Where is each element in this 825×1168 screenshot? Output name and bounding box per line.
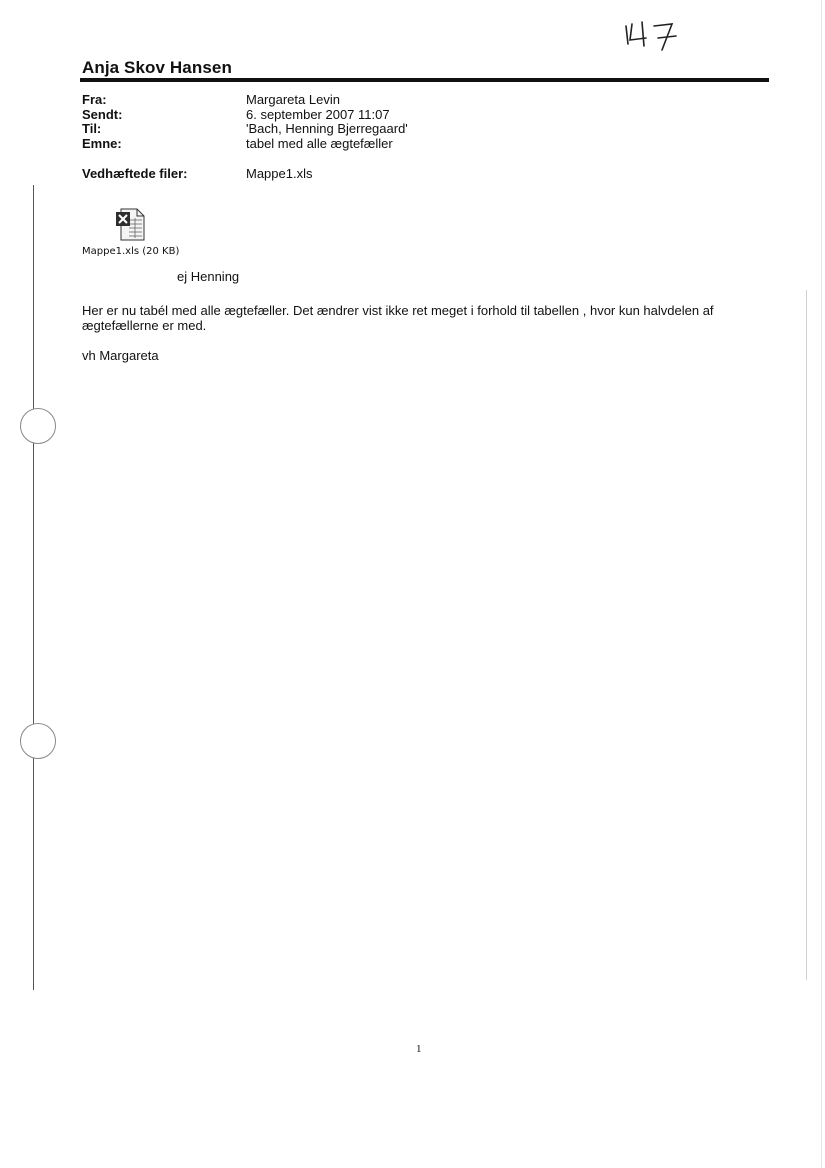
page-number: 1 [416,1043,422,1055]
punch-hole-bottom [20,723,56,759]
excel-file-icon[interactable] [115,208,145,241]
to-value: 'Bach, Henning Bjerregaard' [246,121,408,136]
attachment-caption[interactable]: Mappe1.xls (20 KB) [82,246,180,257]
from-label: Fra: [82,92,107,107]
mailbox-owner-name: Anja Skov Hansen [82,58,232,77]
sent-row [82,108,408,123]
email-signoff: vh Margareta [82,348,159,363]
scan-margin-line [33,185,34,990]
handwritten-page-number [620,14,690,54]
from-value: Margareta Levin [246,92,340,107]
attachments-label: Vedhæftede filer: [82,166,188,181]
scan-margin-line-right [806,290,807,980]
to-label: Til: [82,121,102,136]
subject-value: tabel med alle ægtefæller [246,135,393,151]
attachments-row [82,166,312,181]
header-divider [80,78,769,82]
sent-value: 6. september 2007 11:07 [246,106,390,122]
punch-hole-top [20,408,56,444]
sent-label: Sendt: [82,106,123,122]
subject-label: Emne: [82,135,122,151]
subject-row [82,137,408,152]
to-row [82,122,408,137]
attachments-value[interactable]: Mappe1.xls [246,166,313,181]
email-greeting: ej Henning [177,269,240,284]
email-header-fields [82,93,408,151]
scan-edge-line [821,0,822,1168]
from-row [82,93,408,108]
email-body-paragraph: Her er nu tabél med alle ægtefæller. Det ændrer vist ikke ret meget i forhold til tabellen , hvor kun halvdelen af ægtefællerne er med. [82,303,714,333]
